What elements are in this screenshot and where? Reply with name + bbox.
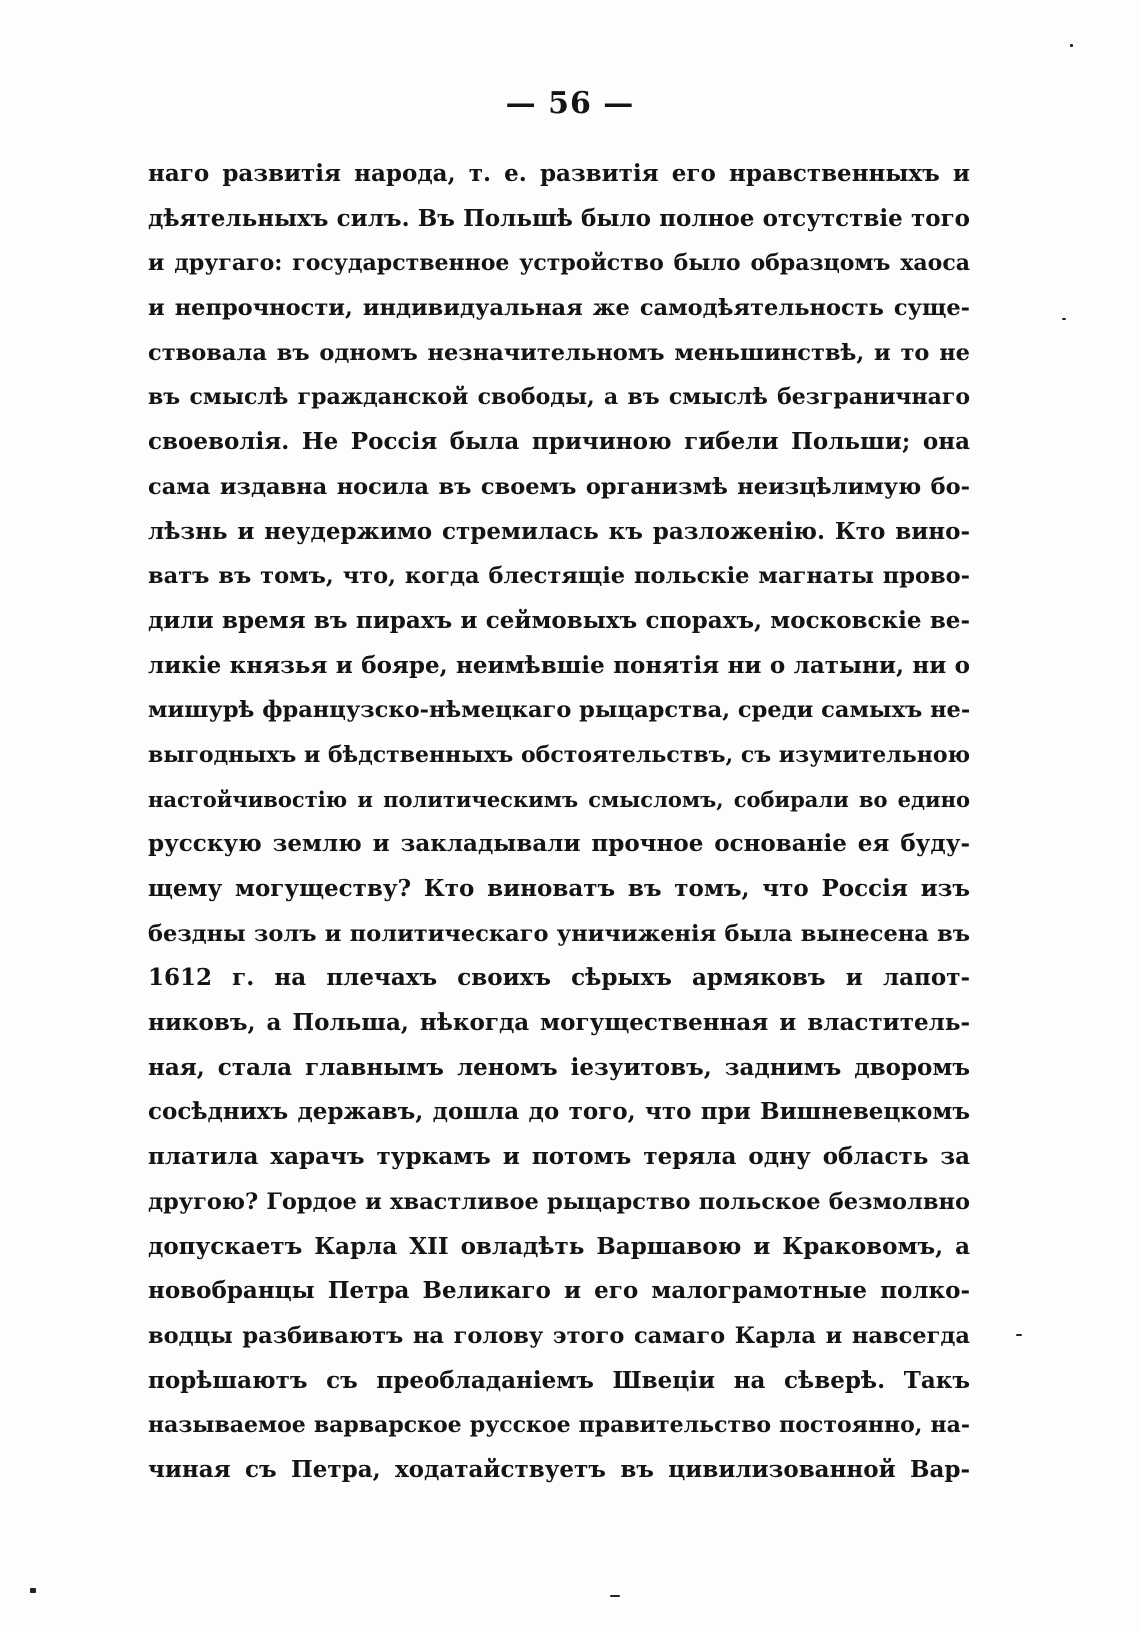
text-line: другою? Гордое и хвастливое рыцарство польское безмолвно [148, 1188, 970, 1215]
text-line: лѣзнь и неудержимо стремилась къ разложенію. Кто вино- [148, 517, 970, 545]
text-line: дѣятельныхъ силъ. Въ Польшѣ было полное отсутствіе того [148, 204, 970, 232]
page-number: — 56 — [505, 86, 635, 121]
text-line: порѣшаютъ съ преобладаніемъ Швеціи на сѣверѣ. Такъ [148, 1366, 970, 1394]
text-line: сама издавна носила въ своемъ организмѣ неизцѣлимую бо- [148, 473, 970, 500]
text-line: ликіе князья и бояре, неимѣвшіе понятія ни о латыни, ни о [148, 651, 970, 679]
text-line: бездны золъ и политическаго уничиженія была вынесена въ [148, 920, 970, 947]
body-text [148, 152, 970, 1493]
text-line: и непрочности, индивидуальная же самодѣятельность суще- [148, 295, 970, 322]
text-line: платила харачъ туркамъ и потомъ теряла одну область за [148, 1143, 970, 1171]
scan-speck [30, 1588, 36, 1593]
text-line: сосѣднихъ державъ, дошла до того, что при Вишневецкомъ [148, 1098, 970, 1126]
text-line: настойчивостію и политическимъ смысломъ, собирали во едино [148, 786, 970, 812]
text-line: допускаетъ Карла XII овладѣть Варшавою и Краковомъ, а [148, 1232, 970, 1260]
text-line: щему могуществу? Кто виноватъ въ томъ, что Россія изъ [148, 875, 970, 902]
text-line: новобранцы Петра Великаго и его малограмотные полко- [148, 1277, 970, 1305]
text-line: ная, стала главнымъ леномъ іезуитовъ, заднимъ дворомъ [148, 1053, 970, 1081]
scan-speck [610, 1595, 620, 1597]
text-line: 1612 г. на плечахъ своихъ сѣрыхъ армяковъ и лапот- [148, 964, 970, 992]
scan-speck [1016, 1334, 1022, 1336]
text-line: ватъ въ томъ, что, когда блестящіе польскіе магнаты прово- [148, 563, 970, 590]
scan-speck [1070, 44, 1073, 47]
text-line: выгодныхъ и бѣдственныхъ обстоятельствъ, съ изумительною [148, 741, 971, 768]
text-line: русскую землю и закладывали прочное основаніе ея буду- [148, 830, 970, 858]
scan-speck [1062, 318, 1066, 320]
text-line: водцы разбиваютъ на голову этого самаго Карла и навсегда [148, 1322, 970, 1349]
text-line: своеволія. Не Россія была причиною гибели Польши; она [148, 428, 970, 456]
text-line: въ смыслѣ гражданской свободы, а въ смыслѣ безграничнаго [148, 384, 970, 411]
text-line: наго развитія народа, т. е. развитія его нравственныхъ и [148, 160, 970, 187]
text-line: никовъ, а Польша, нѣкогда могущественная и властитель- [148, 1009, 970, 1037]
text-line: мишурѣ французско-нѣмецкаго рыцарства, среди самыхъ не- [148, 697, 971, 724]
text-line: дили время въ пирахъ и сеймовыхъ спорахъ, московскіе ве- [148, 606, 970, 634]
text-line: чиная съ Петра, ходатайствуетъ въ цивилизованной Вар- [148, 1455, 970, 1483]
text-line: и другаго: государственное устройство было образцомъ хаоса [148, 250, 970, 277]
text-line: называемое варварское русское правительство постоянно, на- [148, 1412, 970, 1439]
text-line: ствовала въ одномъ незначительномъ меньшинствѣ, и то не [148, 339, 970, 366]
